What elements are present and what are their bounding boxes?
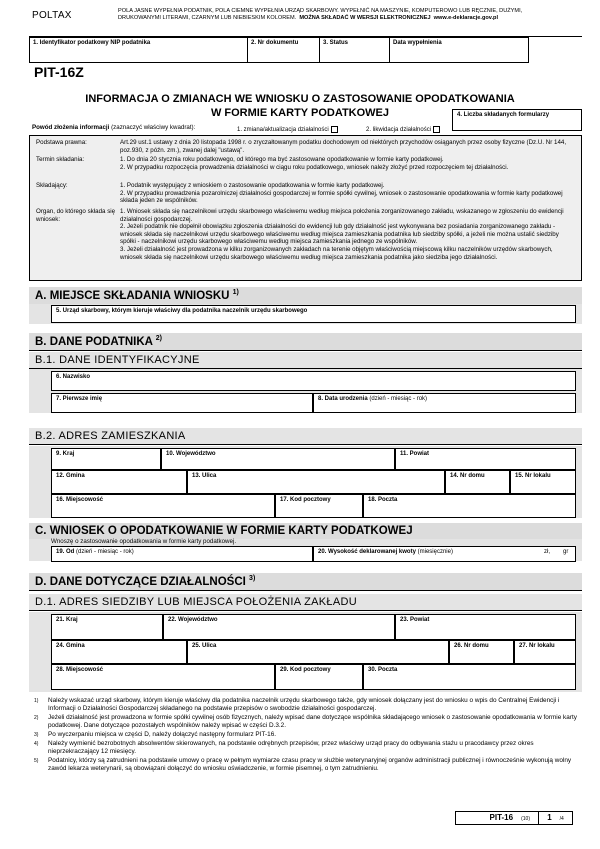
business-house-number-field[interactable]: 26. Nr domu [449,640,514,664]
first-name-field[interactable]: 7. Pierwsze imię [51,393,313,413]
business-commune-field[interactable]: 24. Gmina [51,640,187,664]
surname-field[interactable]: 6. Nazwisko [51,371,576,391]
footnotes [34,697,580,774]
section-b-sup: 2) [155,335,162,342]
business-district-field[interactable]: 23. Powiat [395,614,576,640]
street-field[interactable]: 13. Ulica [187,470,445,494]
submitter-label: Składający: [36,182,68,189]
declared-amount-label: 20. Wysokość deklarowanej kwoty [318,549,416,555]
footnote [34,714,580,730]
business-street-field[interactable]: 25. Ulica [187,640,449,664]
doc-number-field[interactable]: 2. Nr dokumentu [248,38,320,62]
deadline-label: Termin składania: [36,156,85,163]
deadline-text-2: 2. W przypadku rozpoczęcia prowadzenia działalności w ciągu roku podatkowego, wniosek należy złożyć przed rozpoczęciem tej działalności. [120,163,509,171]
footnote-number: 2) [34,715,39,721]
header-note-bold: MOŻNA SKŁADAĆ W WERSJI ELEKTRONICZNEJ [299,15,431,21]
footer-code: PIT-16 [489,813,514,822]
legal-basis-label: Podstawa prawna: [36,139,87,146]
currency-zl: zł, [544,549,550,555]
section-c-title: C. WNIOSEK O OPODATKOWANIE W FORMIE KARTY PODATKOWEJ [35,525,413,537]
reason-option-1-label: 1. zmiana/aktualizacja działalności [237,127,329,134]
footnote-text: Po wyczerpaniu miejsca w części D, należy dołączyć następny formularz PIT-16. [48,731,277,738]
footnote [34,731,580,739]
deadline-text-1: 1. Do dnia 20 stycznia roku podatkowego, od którego ma być zastosowane opodatkowanie w formie karty podatkowej. [120,156,444,163]
start-date-hint: (dzień - miesiąc - rok) [76,549,134,555]
authority-text-3: 3. Jeżeli działalność jest prowadzona w kilku zorganizowanych zakładach na terenie objętym właściwością miejscową kilku naczelników urzędów skarbowych, wniosek składa się naczelnikowi urzędu skarbowego właściwemu według miejsca zamieszkania podatnika jako siedziba jego działalności. [120,245,553,261]
authority-label: Organ, do którego składa się wniosek: [36,208,116,223]
section-b2-panel [29,446,582,518]
status-field[interactable]: 3. Status [320,38,390,62]
reason-label-hint: (zaznaczyć właściwy kwadrat): [111,124,196,131]
submitter-text-1: 1. Podatnik występujący z wnioskiem o zastosowanie opodatkowania w formie karty podatkowej. [120,182,385,189]
form-title-line1: INFORMACJA O ZMIANACH WE WNIOSKU O ZASTOSOWANIE OPODATKOWANIA [85,93,515,105]
header-note-site: www.e-deklaracje.gov.pl [433,15,499,21]
district-field[interactable]: 11. Powiat [395,448,576,470]
apartment-number-field[interactable]: 15. Nr lokalu [510,470,576,494]
fill-date-field[interactable]: Data wypełnienia [393,40,442,46]
postal-code-field[interactable]: 17. Kod pocztowy [275,494,363,518]
birth-date-label: 8. Data urodzenia [318,396,368,402]
header-note-line1: POLA JASNE WYPEŁNIA PODATNIK, POLA CIEMNE WYPEŁNIA URZĄD SKARBOWY. WYPEŁNIĆ NA MASZYNIE, KOMPUTEROWO LUB RĘCZNIE, DUŻYMI, [118,8,523,14]
footnote [34,697,580,713]
reason-label-bold: Powód złożenia informacji [32,124,110,131]
checkbox-icon[interactable] [433,126,440,133]
commune-field[interactable]: 12. Gmina [51,470,187,494]
header-note [118,8,578,22]
section-a-sup: 1) [232,289,239,296]
top-id-fields [29,37,529,63]
section-d-header [29,573,582,591]
footnote-text: Należy wskazać urząd skarbowy, którym kieruje właściwy dla podatnika naczelnik urzędu skarbowego także, gdy wniosek dołączany jest do wniosku o wpis do Centralnej Ewidencji i Informacji o Działalności Gospodarczej składanego na podstawie przepisów o swobodzie działalności gospodarczej. [48,697,560,712]
page-current: 1 [547,813,552,822]
authority-text-1: 1. Wniosek składa się naczelnikowi urzędu skarbowego właściwemu według miejsca położenia zorganizowanego zakładu, wskazanego w zgłoszeniu do ewidencji działalności gospodarczej. [120,208,564,223]
poltax-label: POLTAX [32,10,72,21]
tax-office-field[interactable]: 5. Urząd skarbowy, którym kieruje właściwy dla podatnika naczelnik urzędu skarbowego [51,305,576,323]
section-c-panel [29,539,582,561]
section-d1-header: D.1. ADRES SIEDZIBY LUB MIEJSCA POŁOŻENIA ZAKŁADU [29,594,582,611]
legal-basis-text: Art.29 ust.1 ustawy z dnia 20 listopada 1998 r. o zryczałtowanym podatku dochodowym od niektórych przychodów osiąganych przez osoby fizyczne (Dz.U. Nr 144, poz.930, z późn. zm.), zwanej dalej "ustawą". [120,139,567,154]
footnote-number: 5) [34,758,39,764]
footnote-number: 3) [34,732,39,738]
page-footer-box [455,811,573,825]
form-title-line2: W FORMIE KARTY PODATKOWEJ [210,107,390,119]
start-date-label: 19. Od [56,549,75,555]
birth-date-field[interactable] [313,393,576,413]
business-country-field[interactable]: 21. Kraj [51,614,163,640]
section-b1-panel [29,369,582,413]
reason-option-2[interactable] [366,126,440,133]
nip-field[interactable]: 1. Identyfikator podatkowy NIP podatnika [30,38,248,62]
post-office-field[interactable]: 18. Poczta [363,494,576,518]
business-postal-code-field[interactable]: 29. Kod pocztowy [275,664,363,690]
footnote-number: 1) [34,698,39,704]
footer-form-code [456,812,538,824]
house-number-field[interactable]: 14. Nr domu [445,470,510,494]
section-b-header [29,333,582,351]
section-d-title: D. DANE DOTYCZĄCE DZIAŁALNOŚCI [35,575,246,588]
section-a-panel [29,304,582,324]
voivodeship-field[interactable]: 10. Województwo [161,448,395,470]
city-field[interactable]: 16. Miejscowość [51,494,275,518]
section-c-header [29,523,582,539]
submitter-text-2: 2. W przypadku prowadzenia pozarolniczej działalności gospodarczej w formie spółki cywilnej, wniosek o zastosowanie opodatkowania w formie karty podatkowej składa jeden ze wspólników. [120,189,563,205]
business-apartment-number-field[interactable]: 27. Nr lokalu [514,640,576,664]
section-d1-panel [29,612,582,692]
footnote-text: Jeżeli działalność jest prowadzona w formie spółki cywilnej osób fizycznych, należy wpisać dane dotyczące wspólnika składającego wniosek o zastosowanie opodatkowania w formie karty podatkowej. Dane dotyczące pozostałych wspólników należy wpisać w części D.3.2. [48,714,577,729]
section-b1-header: B.1. DANE IDENTYFIKACYJNE [29,352,582,369]
footnote [34,740,580,756]
header-note-line2: DRUKOWANYMI LITERAMI, CZARNYM LUB NIEBIESKIM KOLOREM. [118,15,297,21]
business-voivodeship-field[interactable]: 22. Województwo [163,614,395,640]
form-code: PIT-16Z [34,64,84,80]
forms-count-field[interactable]: 4. Liczba składanych formularzy [452,109,582,131]
footnote-number: 4) [34,741,39,747]
declared-amount-hint: (miesięcznie) [417,549,453,555]
checkbox-icon[interactable] [331,126,338,133]
currency-gr: gr [563,549,569,555]
footnote-text: Podatnicy, którzy są zatrudnieni na podstawie umowy o pracę w pełnym wymiarze czasu pracy w służbie weterynaryjnej organów administracji publicznej i równocześnie wykonują wolny zawód lekarza weterynarii, są obowiązani dołączyć do wniosku oświadczenie, w formie pisemnej, o tym zatrudnieniu. [48,757,572,772]
authority-text-2: 2. Jeżeli podatnik nie dopełnił obowiązku zgłoszenia działalności do ewidencji lub gdy działalność jest wykonywana bez posiadania zorganizowanego zakładu - wniosek składa się naczelnikowi urzędu skarbowego właściwemu według miejsca zamieszkania podatnika lub siedziby spółki, a jeżeli nie można ustalić siedziby spółki - naczelnikowi urzędu skarbowego właściwemu według miejsca zamieszkania jednego ze wspólników. [120,223,559,246]
reason-option-1[interactable] [237,126,338,133]
business-city-field[interactable]: 28. Miejscowość [51,664,275,690]
start-date-field[interactable] [51,546,313,562]
footer-version: (10) [521,816,530,822]
section-d-sup: 3) [249,575,256,582]
legal-info-box [29,135,582,281]
section-c-subtitle: Wnoszę o zastosowanie opodatkowania w formie karty podatkowej. [51,538,237,545]
declared-amount-field[interactable] [313,546,576,562]
reason-label [32,124,195,131]
business-post-office-field[interactable]: 30. Poczta [363,664,576,690]
section-a-header [29,287,582,305]
birth-date-hint: (dzień - miesiąc - rok) [369,396,428,402]
section-b2-header: B.2. ADRES ZAMIESZKANIA [29,428,582,445]
country-field[interactable]: 9. Kraj [51,448,161,470]
page-number [538,812,572,824]
page-total: /4 [559,816,564,822]
section-a-title: A. MIEJSCE SKŁADANIA WNIOSKU [35,289,230,302]
footnote [34,757,580,773]
reason-option-2-label: 2. likwidacja działalności [366,127,432,134]
section-b-title: B. DANE PODATNIKA [35,335,153,348]
footnote-text: Należy wymienić bezrobotnych absolwentów skierowanych, na podstawie odrębnych przepisów, przez właściwy urząd pracy do odbywania stażu u pracodawcy przez okres nieprzekraczający 12 miesięcy. [48,740,534,755]
